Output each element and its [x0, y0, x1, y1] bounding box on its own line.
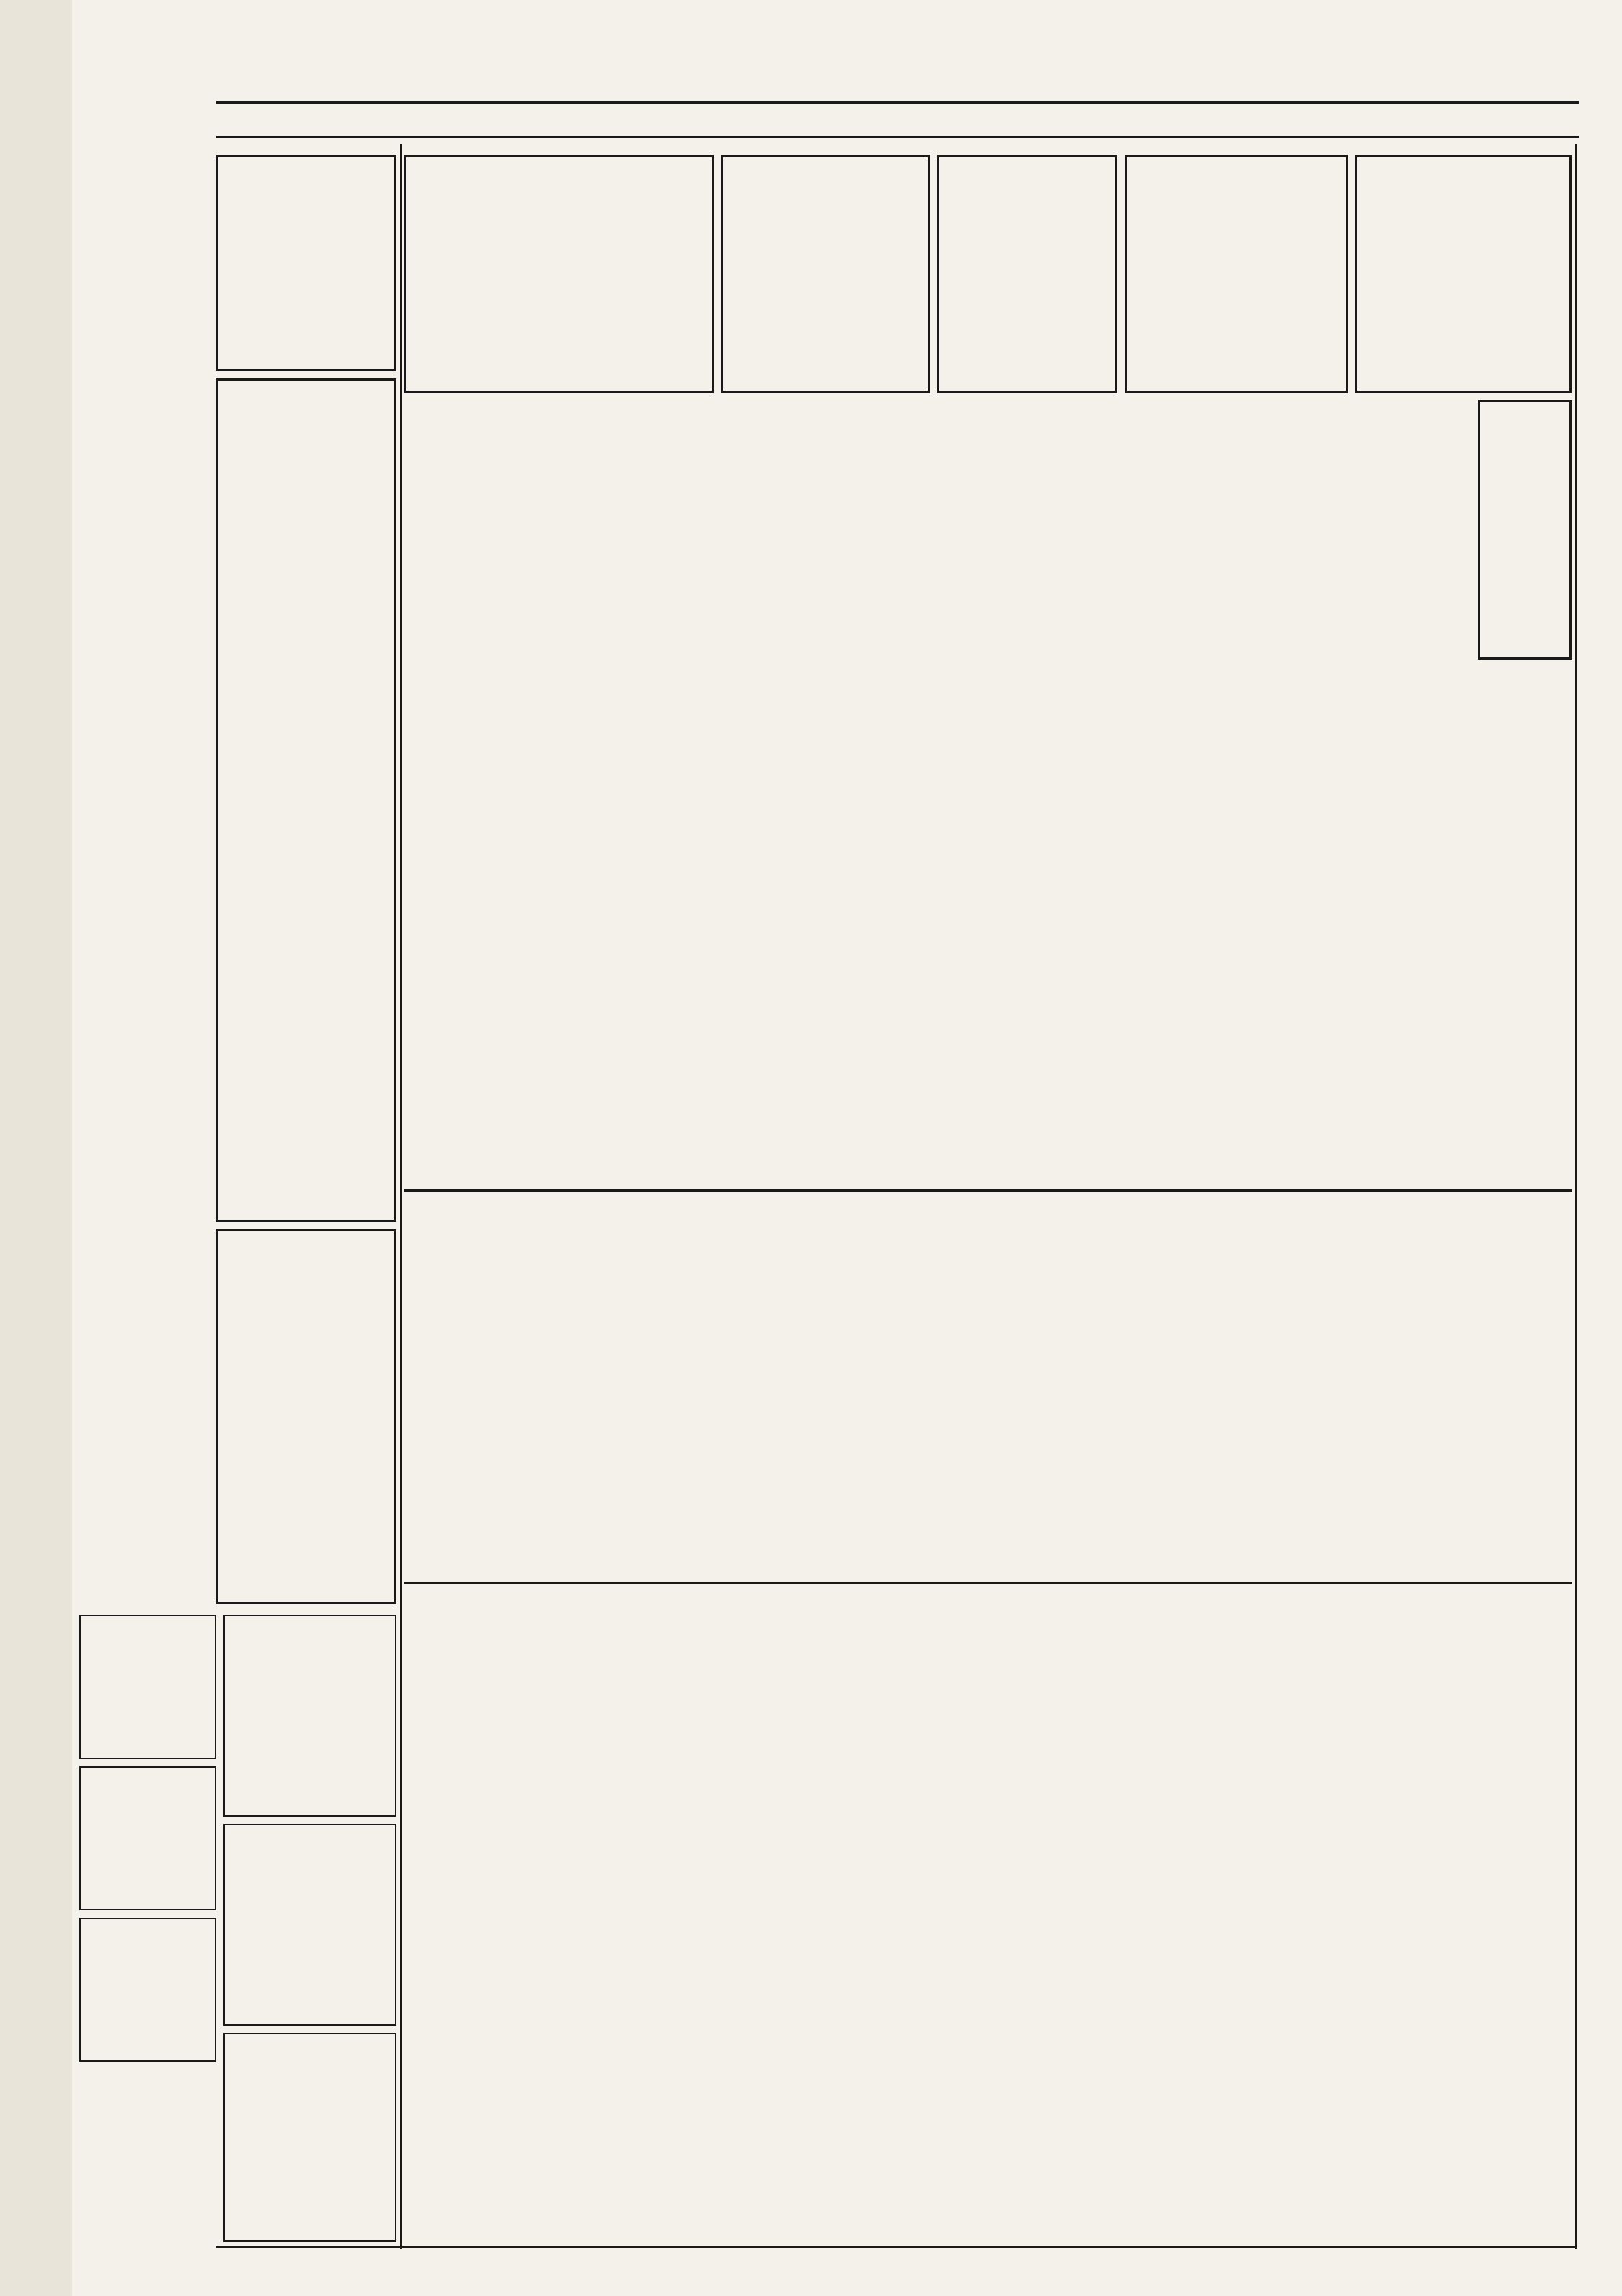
notice-ad — [937, 155, 1117, 393]
scan-edge — [0, 0, 72, 2296]
sports-story-body-a — [764, 1200, 1103, 1575]
divider-mid — [404, 1189, 1572, 1192]
promo-ad — [721, 155, 930, 393]
intro-ad — [404, 155, 714, 393]
left-ad-3 — [216, 1229, 396, 1604]
lower-story-2 — [721, 1593, 1002, 2242]
listing-tile-2 — [79, 1766, 216, 1910]
lower-story-3 — [548, 1593, 714, 2242]
listing-tile-1 — [79, 1615, 216, 1759]
right-story — [1406, 1200, 1572, 1575]
listing-tile-5 — [223, 1824, 396, 2026]
lower-story-1 — [1009, 1593, 1276, 2242]
column-rule-left — [400, 144, 402, 2249]
left-ad-2 — [216, 378, 396, 1222]
bottom-rule — [216, 2246, 1575, 2248]
lower-story-4 — [404, 1593, 541, 2242]
section-tag — [1478, 400, 1572, 660]
listing-tile-6 — [223, 2033, 396, 2242]
sports-story-body-b — [404, 1200, 757, 1575]
left-banner — [79, 123, 209, 1492]
second-story — [1355, 667, 1572, 1186]
clinic-ad-2 — [1125, 155, 1348, 393]
divider-lower — [404, 1582, 1572, 1584]
main-story-body-c — [404, 400, 634, 1186]
sports-story-head — [1110, 1200, 1399, 1575]
masthead — [216, 101, 1579, 138]
school-story — [1283, 1593, 1572, 2242]
clinic-ad-1 — [1355, 155, 1572, 393]
main-story-body-a — [807, 400, 1211, 1186]
main-story-body-b — [642, 400, 800, 1186]
listing-tile-4 — [223, 1615, 396, 1817]
column-rule-right — [1575, 144, 1577, 2249]
left-ad-1 — [216, 155, 396, 371]
listing-tile-3 — [79, 1918, 216, 2062]
